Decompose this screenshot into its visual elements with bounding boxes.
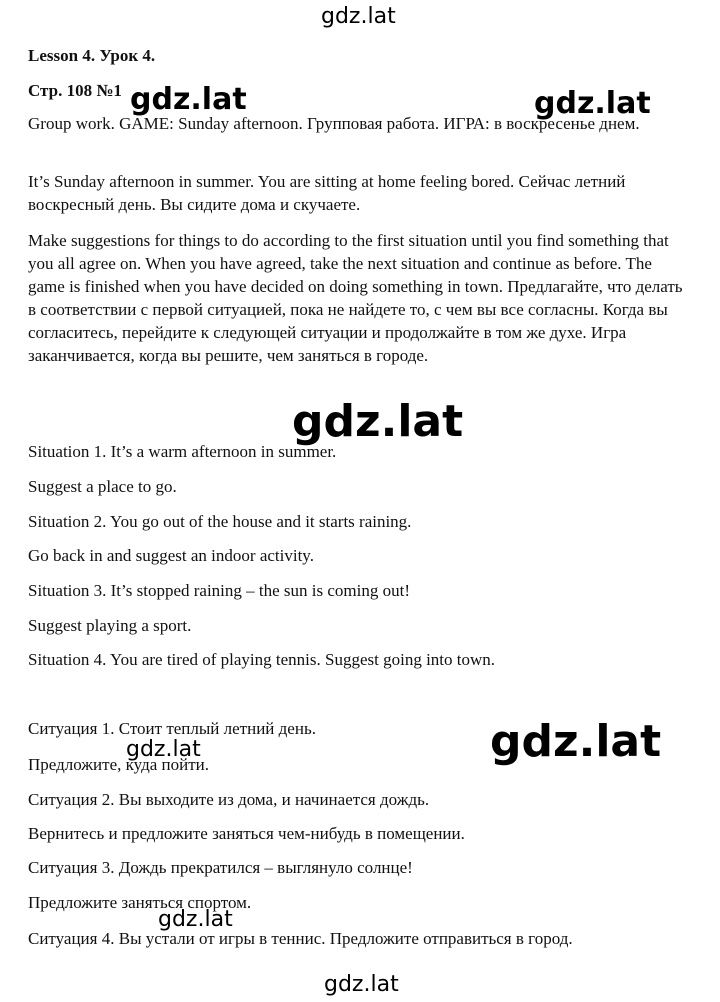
instructions-paragraph: Make suggestions for things to do according to the first situation until you find something that you all agree on. When you have agreed, take the next situation and continue as before. The game is finished when you have decided on doing something in town. Предлагайте, что делать в соответствии с первой ситуацией, пока не найдете то, с чем вы все согласны. Когда вы согласитесь, перейдите к следующей ситуации и продолжайте в том же духе. Игра заканчивается, когда вы решите, чем заняться в городе. — [28, 231, 683, 365]
english-line: Situation 2. You go out of the house and it starts raining. — [28, 512, 412, 531]
watermark-top: gdz.lat — [321, 4, 396, 29]
english-line: Suggest a place to go. — [28, 477, 177, 496]
intro-paragraph: Group work. GAME: Sunday afternoon. Групповая работа. ИГРА: в воскресенье днем. — [28, 114, 640, 133]
russian-line: Предложите, куда пойти. — [28, 755, 209, 774]
watermark-right: gdz.lat — [534, 86, 651, 121]
watermark-small: gdz.lat — [126, 737, 201, 762]
russian-line: Вернитесь и предложите заняться чем-нибудь в помещении. — [28, 824, 465, 843]
lesson-title: Lesson 4. Урок 4. — [28, 46, 156, 65]
russian-line: Ситуация 4. Вы устали от игры в теннис. Предложите отправиться в город. — [28, 929, 573, 948]
english-line: Situation 1. It’s a warm afternoon in summer. — [28, 442, 337, 461]
watermark-center: gdz.lat — [292, 396, 464, 447]
english-line: Situation 3. It’s stopped raining – the sun is coming out! — [28, 581, 411, 600]
english-line: Situation 4. You are tired of playing tennis. Suggest going into town. — [28, 650, 496, 669]
watermark-left: gdz.lat — [130, 82, 247, 117]
context-paragraph: It’s Sunday afternoon in summer. You are sitting at home feeling bored. Сейчас летний воскресный день. Вы сидите дома и скучаете. — [28, 172, 626, 214]
english-line: Go back in and suggest an indoor activity. — [28, 546, 314, 565]
russian-line: Ситуация 3. Дождь прекратился – выглянуло солнце! — [28, 858, 413, 877]
russian-line: Ситуация 1. Стоит теплый летний день. — [28, 719, 316, 738]
page-reference: Стр. 108 №1 — [28, 81, 122, 100]
russian-line: Ситуация 2. Вы выходите из дома, и начинается дождь. — [28, 790, 430, 809]
watermark-big: gdz.lat — [490, 716, 662, 767]
english-line: Suggest playing a sport. — [28, 616, 192, 635]
russian-line: Предложите заняться спортом. — [28, 893, 252, 912]
watermark-small: gdz.lat — [158, 907, 233, 932]
watermark-bottom: gdz.lat — [324, 972, 399, 997]
